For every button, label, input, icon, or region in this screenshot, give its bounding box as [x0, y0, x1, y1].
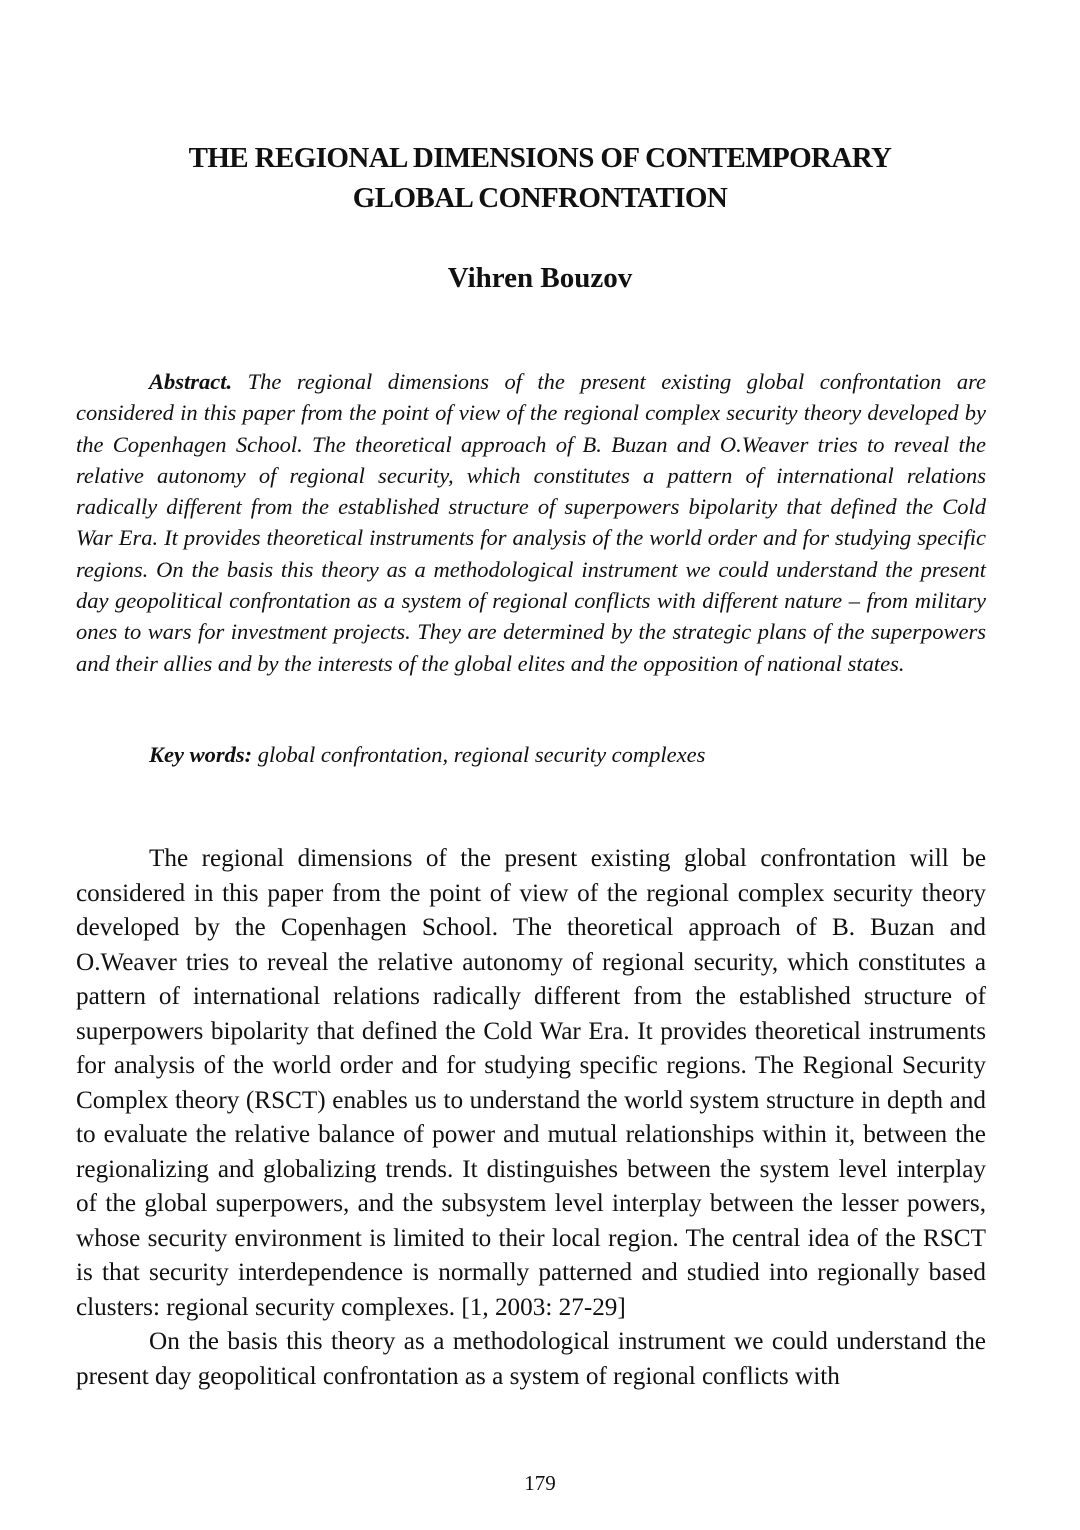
- paper-title-line-1: THE REGIONAL DIMENSIONS OF CONTEMPORARY: [188, 142, 892, 174]
- body-text: [76, 842, 986, 1394]
- keywords-text: global confrontation, regional security complexes: [252, 742, 706, 767]
- body-paragraph-1: The regional dimensions of the present existing global confrontation will be considered in this paper from the point of view of the regional complex security theory developed by the Copenhagen School. The theoretical approach of B. Buzan and O.Weaver tries to reveal the relative autonomy of regional security, which constitutes a pattern of international relations radically different from the established structure of superpowers bipolarity that defined the Cold War Era. It provides theoretical instruments for analysis of the world order and for studying specific regions. The Regional Security Complex theory (RSCT) enables us to understand the world system structure in depth and to evaluate the relative balance of power and mutual relationships within it, between the regionalizing and globalizing trends. It distinguishes between the system level interplay of the global superpowers, and the subsystem level interplay between the lesser powers, whose security environment is limited to their local region. The central idea of the RSCT is that security interdependence is normally patterned and studied into regionally based clusters: regional security complexes. [1, 2003: 27-29]: [76, 845, 986, 1321]
- page-number: 179: [524, 1471, 556, 1495]
- abstract-label: Abstract.: [149, 369, 233, 394]
- abstract: [76, 366, 986, 679]
- author-name: Vihren Bouzov: [447, 262, 633, 294]
- abstract-text: The regional dimensions of the present existing global confrontation are considered in this paper from the point of view of the regional complex security theory developed by the Copenhagen School. The theoretical approach of B. Buzan and O.Weaver tries to reveal the relative autonomy of regional security, which constitutes a pattern of international relations radically different from the established structure of superpowers bipolarity that defined the Cold War Era. It provides theoretical instruments for analysis of the world order and for studying specific regions. On the basis this theory as a methodological instrument we could understand the present day geopolitical confrontation as a system of regional conflicts with different nature – from military ones to wars for investment projects. They are determined by the strategic plans of the superpowers and their allies and by the interests of the global elites and the opposition of national states.: [76, 369, 986, 676]
- paper-title: [60, 138, 1020, 218]
- paper-title-line-2: GLOBAL CONFRONTATION: [352, 182, 728, 214]
- keywords: [76, 739, 986, 770]
- body-paragraph-2: On the basis this theory as a methodological instrument we could understand the present day geopolitical confrontation as a system of regional conflicts with: [76, 1328, 986, 1390]
- keywords-label: Key words:: [149, 742, 253, 767]
